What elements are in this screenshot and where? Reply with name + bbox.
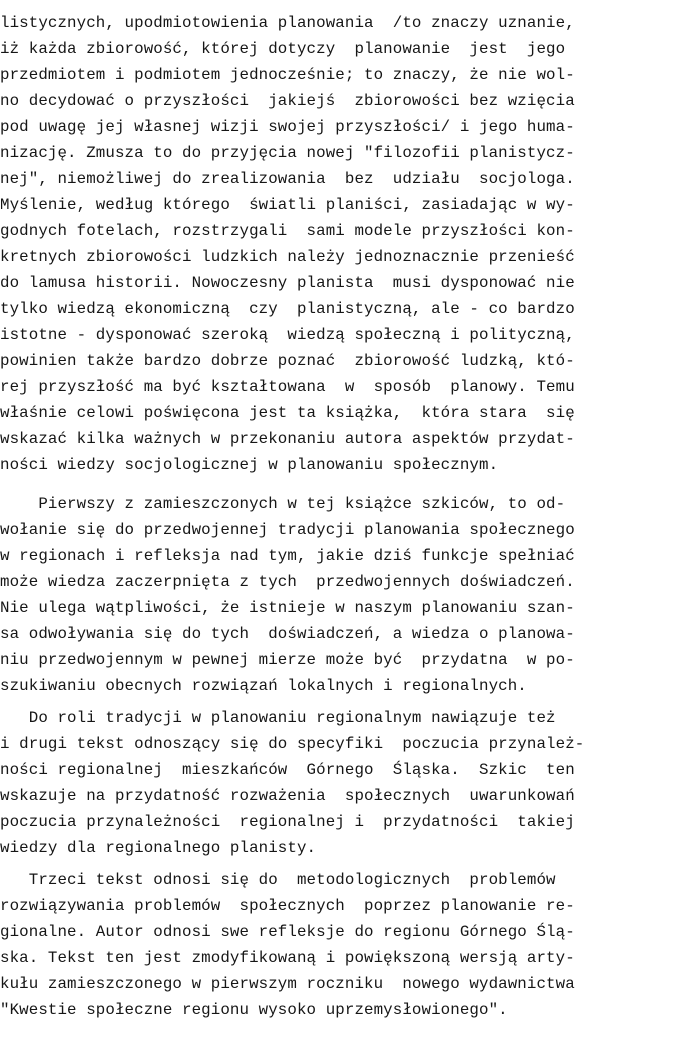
text-line: godnych fotelach, rozstrzygali sami modele przyszłości kon-: [0, 222, 575, 240]
text-line: iż każda zbiorowość, której dotyczy planowanie jest jego: [0, 40, 566, 58]
text-line: kułu zamieszczonego w pierwszym roczniku nowego wydawnictwa: [0, 975, 575, 993]
text-line: ności wiedzy socjologicznej w planowaniu społecznym.: [0, 456, 499, 474]
text-line: poczucia przynależności regionalnej i przydatności takiej: [0, 813, 575, 831]
text-line: przedmiotem i podmiotem jednocześnie; to znaczy, że nie wol-: [0, 66, 575, 84]
text-line: wiedzy dla regionalnego planisty.: [0, 839, 317, 857]
text-line: kretnych zbiorowości ludzkich należy jednoznacznie przenieść: [0, 248, 575, 266]
text-line: Do roli tradycji w planowaniu regionalnym nawiązuje też: [0, 709, 556, 727]
text-line: tylko wiedzą ekonomiczną czy planistyczną, ale - co bardzo: [0, 300, 575, 318]
text-line: właśnie celowi poświęcona jest ta książka, która stara się: [0, 404, 575, 422]
text-line: wskazuje na przydatność rozważenia społecznych uwarunkowań: [0, 787, 575, 805]
text-line: Pierwszy z zamieszczonych w tej książce szkiców, to od-: [0, 495, 566, 513]
text-line: ska. Tekst ten jest zmodyfikowaną i powiększoną wersją arty-: [0, 949, 575, 967]
text-line: wołanie się do przedwojennej tradycji planowania społecznego: [0, 521, 575, 539]
text-line: i drugi tekst odnoszący się do specyfiki poczucia przynależ-: [0, 735, 585, 753]
text-line: do lamusa historii. Nowoczesny planista musi dysponować nie: [0, 274, 575, 292]
text-line: gionalne. Autor odnosi swe refleksje do regionu Górnego Ślą-: [0, 923, 575, 941]
text-line: Nie ulega wątpliwości, że istnieje w naszym planowaniu szan-: [0, 599, 575, 617]
text-line: Myślenie, według którego światli planiści, zasiadając w wy-: [0, 196, 575, 214]
text-line: szukiwaniu obecnych rozwiązań lokalnych i regionalnych.: [0, 677, 527, 695]
text-line: pod uwagę jej własnej wizji swojej przyszłości/ i jego huma-: [0, 118, 575, 136]
text-line: w regionach i refleksja nad tym, jakie dziś funkcje spełniać: [0, 547, 575, 565]
text-line: no decydować o przyszłości jakiejś zbiorowości bez wzięcia: [0, 92, 575, 110]
text-line: niu przedwojennym w pewnej mierze może być przydatna w po-: [0, 651, 575, 669]
text-line: wskazać kilka ważnych w przekonaniu autora aspektów przydat-: [0, 430, 575, 448]
text-line: rozwiązywania problemów społecznych poprzez planowanie re-: [0, 897, 575, 915]
text-line: rej przyszłość ma być kształtowana w sposób planowy. Temu: [0, 378, 575, 396]
text-line: nizację. Zmusza to do przyjęcia nowej "filozofii planistycz-: [0, 144, 575, 162]
text-line: istotne - dysponować szeroką wiedzą społeczną i polityczną,: [0, 326, 575, 344]
text-line: może wiedza zaczerpnięta z tych przedwojennych doświadczeń.: [0, 573, 575, 591]
text-line: Trzeci tekst odnosi się do metodologicznych problemów: [0, 871, 556, 889]
text-line: powinien także bardzo dobrze poznać zbiorowość ludzką, któ-: [0, 352, 575, 370]
text-line: sa odwoływania się do tych doświadczeń, a wiedza o planowa-: [0, 625, 575, 643]
text-line: ności regionalnej mieszkańców Górnego Śląska. Szkic ten: [0, 761, 575, 779]
text-line: nej", niemożliwej do zrealizowania bez udziału socjologa.: [0, 170, 575, 188]
text-line: "Kwestie społeczne regionu wysoko uprzemysłowionego".: [0, 1001, 508, 1019]
text-line: listycznych, upodmiotowienia planowania /to znaczy uznanie,: [0, 14, 575, 32]
